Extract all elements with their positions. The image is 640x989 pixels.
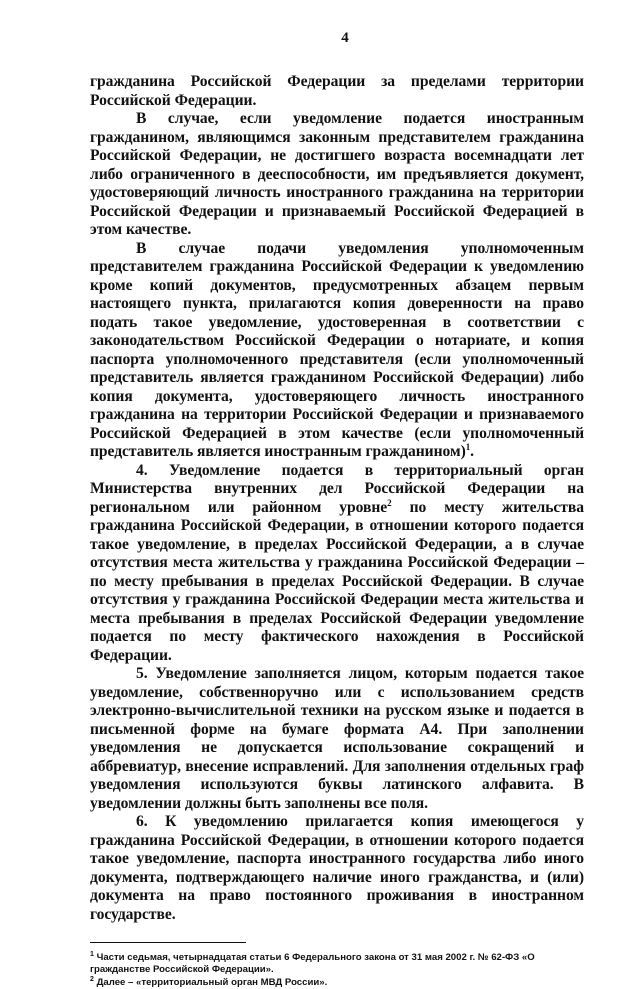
footnote: $^2$ Далее – «территориальный орган МВД России».: [90, 975, 328, 988]
paragraph: 5. Уведомление заполняется лицом, которым подается такое уведомление, собственноручно или с использованием средств электронно-вычислительной техники на русском языке и подается в письменной форме на бумаге формата А4. При заполнении уведомления не допускается использование сокращений и аббревиатур, внесение исправлений. Для заполнения отдельных граф уведомления используются буквы латинского алфавита. В уведомлении должны быть заполнены все поля.: [90, 665, 584, 812]
footnote: $^1$ Части седьмая, четырнадцатая статьи 6 Федерального закона от 31 мая 2002 г. № 62-ФЗ «О гражданстве Российской Федерации».: [90, 951, 535, 976]
footnote-reference: 1: [465, 442, 471, 452]
footnote-divider: [90, 942, 246, 943]
page-number: 4: [341, 30, 349, 46]
paragraph: 4. Уведомление подается в территориальный орган Министерства внутренних дел Российской Федерации на региональном или районном уровне$^2$ по месту жительства гражданина Российской Федерации, в отношении которого подается такое уведомление, в пределах Российской Федерации, а в случае отсутствия места жительства у гражданина Российской Федерации – по месту пребывания в пределах Российской Федерации. В случае отсутствия у гражданина Российской Федерации места жительства и места пребывания в пределах Российской Федерации уведомление подается по месту фактического нахождения в Российской Федерации.: [90, 461, 584, 664]
paragraph: В случае, если уведомление подается иностранным гражданином, являющимся законным представителем гражданина Российской Федерации, не достигшего возраста восемнадцати лет либо ограниченного в дееспособности, им предъявляется документ, удостоверяющий личность иностранного гражданина на территории Российской Федерации и признаваемый Российской Федерацией в этом качестве.: [90, 110, 584, 238]
paragraph: гражданина Российской Федерации за пределами территории Российской Федерации.: [90, 73, 584, 109]
footnote-reference: 2: [387, 497, 392, 508]
footnotes: [90, 952, 584, 989]
paragraph: В случае подачи уведомления уполномоченным представителем гражданина Российской Федерации к уведомлению кроме копий документов, предусмотренных абзацем первым настоящего пункта, прилагаются копия доверенности на право подать такое уведомление, удостоверенная в соответствии с законодательством Российской Федерации о нотариате, и копия паспорта уполномоченного представителя (если уполномоченный представитель является гражданином Российской Федерации) либо копия документа, удостоверяющего личность иностранного гражданина на территории Российской Федерации и признаваемого Российской Федерацией в этом качестве (если уполномоченный представитель является иностранным гражданином)$^1$.: [90, 239, 584, 460]
body-text: [90, 73, 584, 924]
footnote-mark: 1: [90, 951, 94, 958]
paragraph: 6. К уведомлению прилагается копия имеющегося у гражданина Российской Федерации, в отношении которого подается такое уведомление, паспорта иностранного государства либо иного документа, подтверждающего наличие иного гражданства, и (или) документа на право постоянного проживания в иностранном государстве.: [90, 813, 584, 923]
footnote-mark: 2: [90, 975, 94, 983]
